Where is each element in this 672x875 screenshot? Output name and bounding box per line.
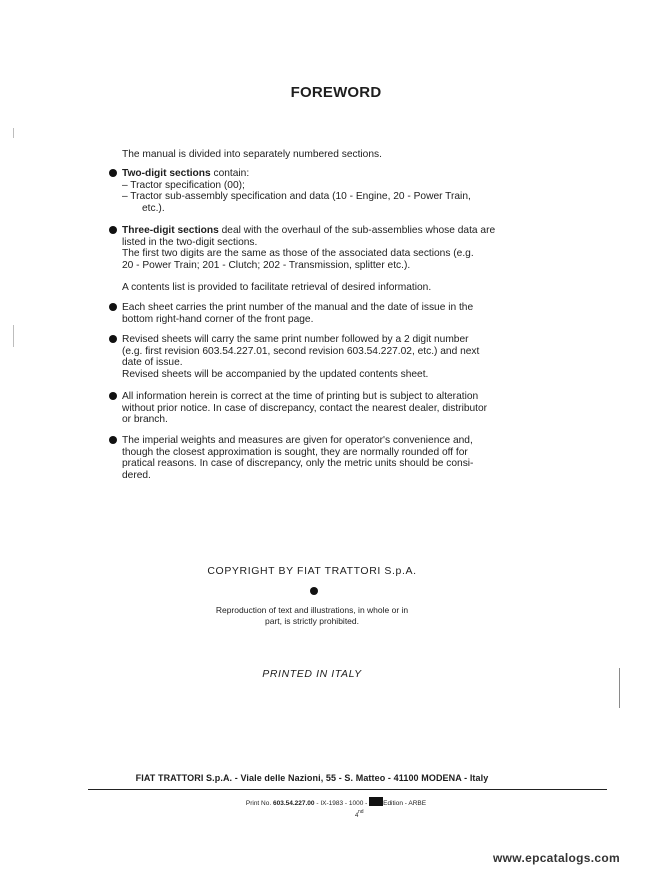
bullet-icon [109,303,117,311]
contents-note: A contents list is provided to facilitate retrieval of desired information. [122,282,432,293]
bullet-icon [310,587,318,595]
footer-divider [88,789,607,790]
bullet-icon [109,226,117,234]
intro-paragraph: The manual is divided into separately numbered sections. [122,149,382,160]
page-title: FOREWORD [290,84,382,101]
bullet-icon [109,335,117,343]
watermark-url: www.epcatalogs.com [493,851,620,865]
revised-sheets-paragraph: Revised sheets will carry the same print number followed by a 2 digit number (e.g. first revision 603.54.227.01, second revision 603.54.227.02, etc.) and next date of issue. Revised sheets will be accompanied by the updated contents sheet. [122,334,512,381]
scan-mark-left-bottom [13,325,14,347]
two-digit-item: – Tractor specification (00); [122,179,245,191]
reproduction-notice: Reproduction of text and illustrations, in whole or in part, is strictly prohibited. [215,605,409,626]
redacted-box [369,797,383,806]
publisher-address: FIAT TRATTORI S.p.A. - Viale delle Nazioni, 55 - S. Matteo - 41100 MODENA - Italy [135,773,489,783]
bullet-icon [109,169,117,177]
imperial-units-paragraph: The imperial weights and measures are given for operator's convenience and, though the closest approximation is sought, they are normally rounded off for pratical reasons. In case of discrepancy, only the metric units should be consi- dered. [122,435,512,482]
two-digit-item: – Tractor sub-assembly specification and data (10 - Engine, 20 - Power Train, [122,191,471,203]
information-paragraph: All information herein is correct at the time of printing but is subject to alteration without prior notice. In case of discrepancy, contact the nearest dealer, distributor or branch. [122,391,512,426]
print-number-paragraph: Each sheet carries the print number of the manual and the date of issue in the bottom right-hand corner of the front page. [122,302,512,325]
two-digit-item: etc.). [142,203,165,215]
three-digit-heading: Three-digit sections [122,225,219,236]
print-number: 603.54.227.00 [272,800,315,807]
three-digit-paragraph: Three-digit sections deal with the overhaul of the sub-assemblies whose data are listed in the two-digit sections. The first two digits are the same as those of the associated data sections (e.g. 20 - Power Train; 201 - Clutch; 202 - Transmission, splitter etc.). [122,225,512,272]
two-digit-heading: Two-digit sections [122,168,211,179]
printed-in-italy: PRINTED IN ITALY [262,668,362,680]
print-number-line: Print No. 603.54.227.00 - IX-1983 - 1000 - Edition - ARBE [0,797,672,807]
scan-mark-left-top [13,128,14,138]
two-digit-paragraph: Two-digit sections contain: – Tractor specification (00); – Tractor sub-assembly specification and data (10 - Engine, 20 - Power Train, etc.). [122,168,512,215]
bullet-icon [109,436,117,444]
copyright-notice: COPYRIGHT BY FIAT TRATTORI S.p.A. [207,565,417,577]
edition-number: nd 4 [355,809,364,819]
bullet-icon [109,392,117,400]
